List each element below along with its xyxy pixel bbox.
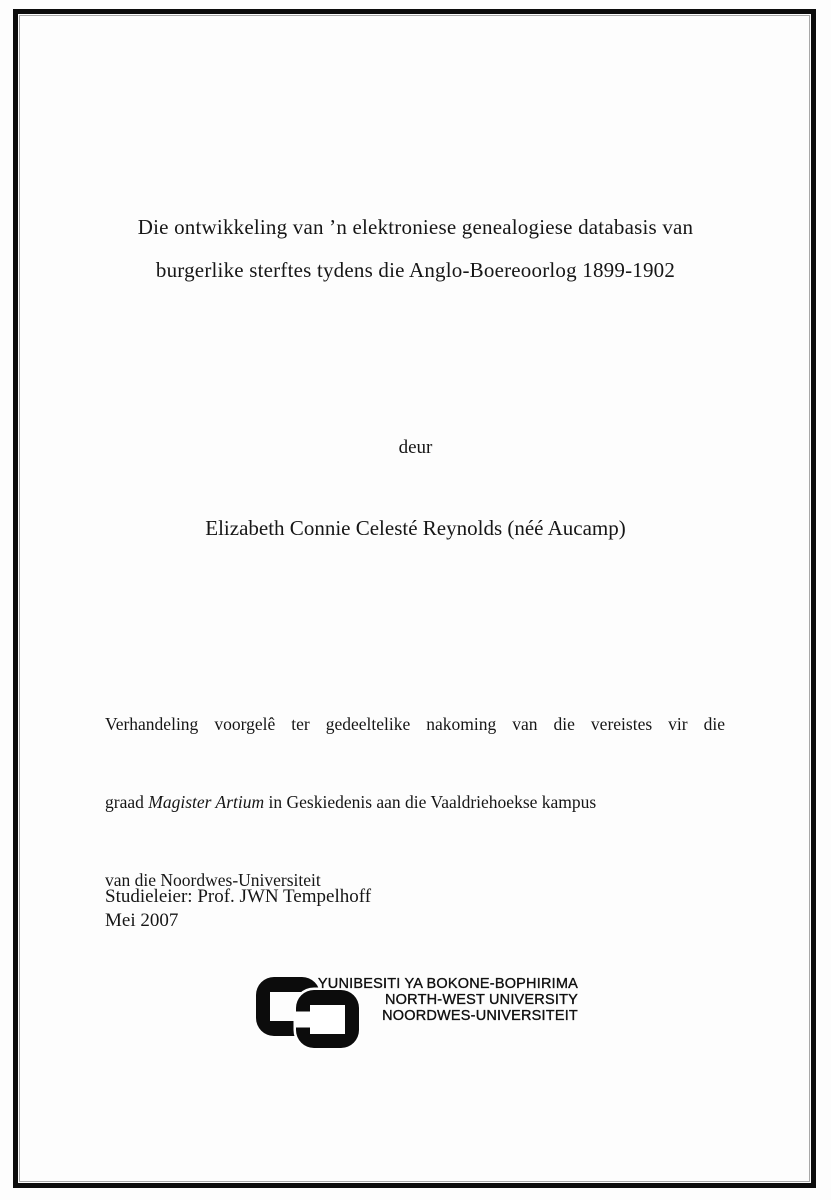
thesis-title-line-2: burgerlike sterftes tydens die Anglo-Boereoorlog 1899-1902: [155, 258, 676, 282]
byline-deur: deur: [398, 437, 433, 458]
degree-statement-line-2-post: in Geskiedenis aan die Vaaldriehoekse kampus: [264, 792, 597, 812]
university-name-afrikaans: NOORDWES-UNIVERSITEIT: [382, 1008, 578, 1025]
degree-statement-line-3: van die Noordwes-Universiteit: [105, 870, 321, 890]
university-name-setswana: YUNIBESITI YA BOKONE-BOPHIRIMA: [317, 976, 578, 992]
university-name-english: NORTH-WEST UNIVERSITY: [385, 992, 578, 1009]
university-wordmark: [318, 976, 578, 1025]
thesis-title: [40, 206, 791, 292]
supervisor-line: Studieleier: Prof. JWN Tempelhoff: [105, 886, 372, 907]
date-line: Mei 2007: [105, 910, 179, 931]
degree-statement-line-1: Verhandeling voorgelê ter gedeeltelike nakoming van die vereistes vir die: [105, 714, 725, 734]
author-name: Elizabeth Connie Celesté Reynolds (néé Aucamp): [205, 516, 626, 540]
university-logo: [256, 970, 578, 1052]
supervisor-block: [105, 885, 371, 933]
degree-statement-line-2: [105, 789, 725, 815]
thesis-title-line-1: Die ontwikkeling van ’n elektroniese genealogiese databasis van: [137, 215, 694, 239]
degree-name-italic: Magister Artium: [148, 792, 265, 812]
degree-statement-line-2-pre: graad: [105, 792, 149, 812]
